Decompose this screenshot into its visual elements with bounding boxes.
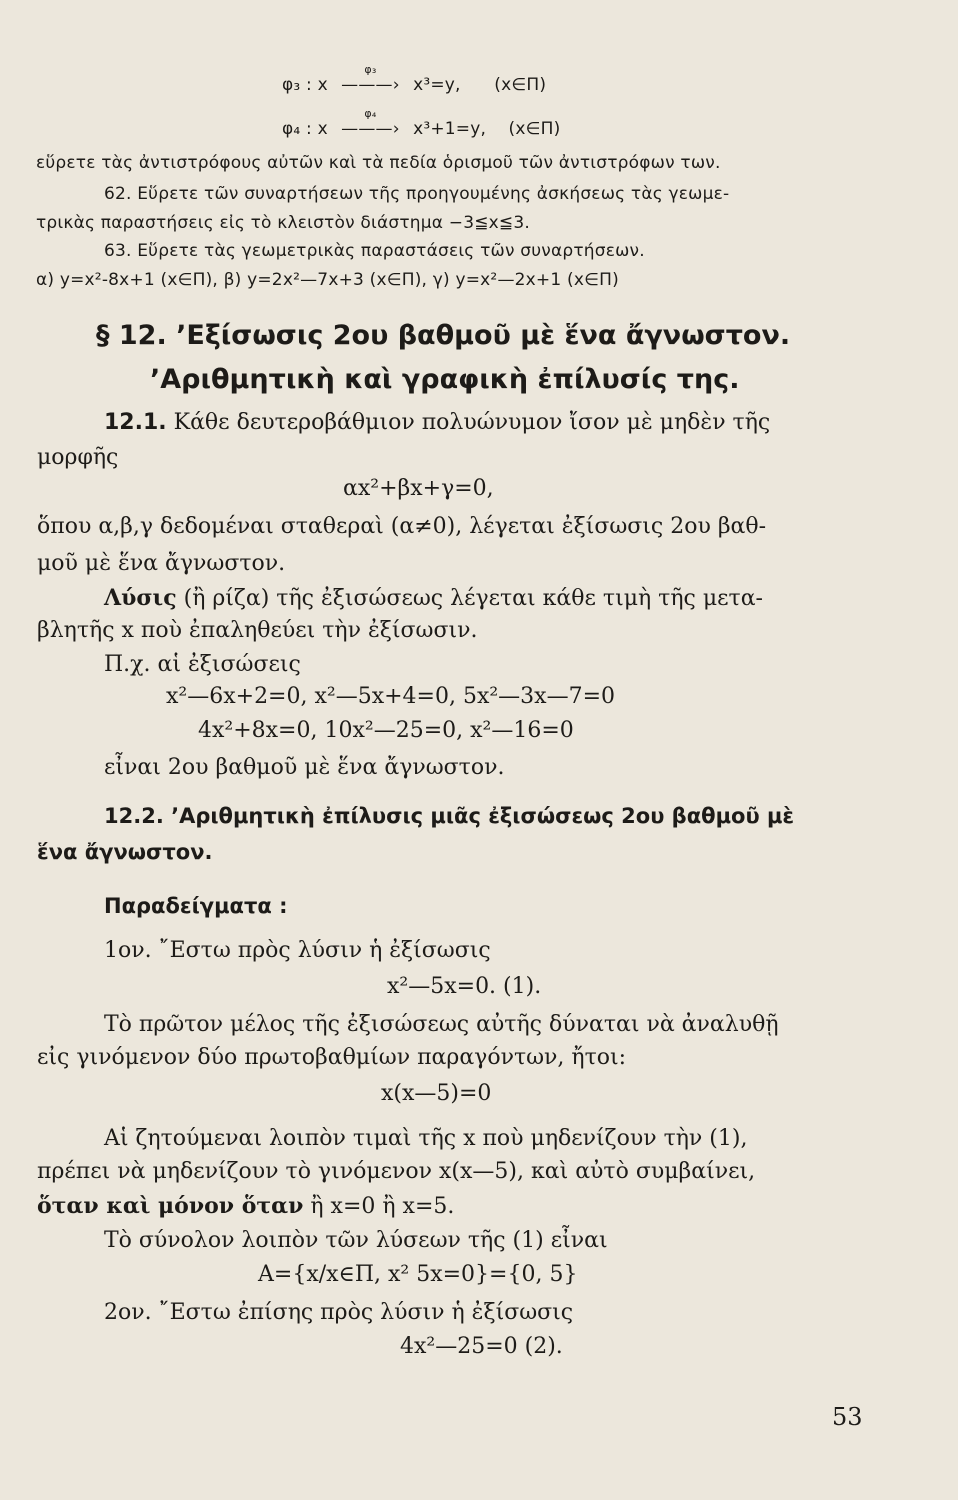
- general-equation: αx²+βx+γ=0,: [343, 476, 494, 501]
- examples-heading: Παραδείγματα :: [104, 894, 288, 918]
- section-title: § 12. ʼΕξίσωσις 2ου βαθμοῦ μὲ ἕνα ἄγνωστον.: [96, 320, 791, 351]
- text-line: Π.χ. αἱ ἐξισώσεις: [104, 652, 301, 677]
- exercise-62: 62. Εὕρετε τῶν συναρτήσεων τῆς προηγουμένης ἀσκήσεως τὰς γεωμε-: [104, 184, 730, 204]
- text-line: πρέπει νὰ μηδενίζουν τὸ γινόμενον x(x—5), καὶ αὐτὸ συμβαίνει,: [37, 1159, 756, 1184]
- text-line: ὅπου α,β,γ δεδομέναι σταθεραὶ (α≠0), λέγεται ἐξίσωσις 2ου βαθ-: [37, 514, 767, 539]
- function-phi4: φ₄ : x φ₄ ———› x³+1=y, (x∈Π): [282, 107, 561, 139]
- section-subtitle: ʼΑριθμητικὴ καὶ γραφικὴ ἐπίλυσίς της.: [150, 364, 740, 395]
- text-line: 1ον. ῎Εστω πρὸς λύσιν ἡ ἐξίσωσις: [104, 938, 491, 963]
- phi4-label: φ₄ :: [282, 119, 312, 139]
- equation-1: x²—5x=0. (1).: [387, 974, 542, 999]
- solution-set: A={x/x∈Π, x² 5x=0}={0, 5}: [258, 1262, 578, 1287]
- text-line: βλητῆς x ποὺ ἐπαληθεύει τὴν ἐξίσωσιν.: [37, 618, 478, 643]
- function-phi3: φ₃ : x φ₃ ———› x³=y, (x∈Π): [282, 63, 547, 95]
- text-line: εἰς γινόμενον δύο πρωτοβαθμίων παραγόντων, ἤτοι:: [37, 1045, 627, 1070]
- paragraph-12-1: 12.1. Κάθε δευτεροβάθμιον πολυώνυμον ἴσον μὲ μηδὲν τῆς: [104, 410, 771, 435]
- phi3-label: φ₃ :: [282, 75, 312, 95]
- text-line: μοῦ μὲ ἕνα ἄγνωστον.: [37, 551, 286, 576]
- text-line: Τὸ σύνολον λοιπὸν τῶν λύσεων τῆς (1) εἶναι: [104, 1228, 608, 1253]
- mapping-arrow: φ₄ ———›: [341, 107, 400, 139]
- text-line: Τὸ πρῶτον μέλος τῆς ἐξισώσεως αὐτῆς δύναται νὰ ἀναλυθῇ: [104, 1012, 779, 1037]
- example-equations-1: x²—6x+2=0, x²—5x+4=0, 5x²—3x—7=0: [166, 684, 616, 709]
- subsection-12-2-cont: ἕνα ἄγνωστον.: [37, 840, 213, 864]
- exercise-61-tail: εὕρετε τὰς ἀντιστρόφους αὐτῶν καὶ τὰ πεδία ὁρισμοῦ τῶν ἀντιστρόφων των.: [36, 153, 721, 173]
- exercise-63-items: α) y=x²-8x+1 (x∈Π), β) y=2x²—7x+3 (x∈Π), γ) y=x²—2x+1 (x∈Π): [36, 270, 619, 290]
- exercise-63: 63. Εὕρετε τὰς γεωμετρικὰς παραστάσεις τῶν συναρτήσεων.: [104, 241, 645, 261]
- subsection-12-2: 12.2. ʼΑριθμητικὴ ἐπίλυσις μιᾶς ἐξισώσεως 2ου βαθμοῦ μὲ: [104, 804, 795, 828]
- mapping-arrow: φ₃ ———›: [341, 63, 400, 95]
- definition-solution: Λύσις (ἢ ρίζα) τῆς ἐξισώσεως λέγεται κάθε τιμὴ τῆς μετα-: [104, 585, 763, 611]
- equation-2: 4x²—25=0 (2).: [400, 1334, 563, 1359]
- text-line: ὅταν καὶ μόνον ὅταν ἢ x=0 ἢ x=5.: [37, 1193, 455, 1219]
- page-number: 53: [832, 1403, 863, 1431]
- factored-equation: x(x—5)=0: [381, 1081, 492, 1106]
- example-equations-2: 4x²+8x=0, 10x²—25=0, x²—16=0: [198, 718, 574, 743]
- exercise-62-cont: τρικὰς παραστήσεις εἰς τὸ κλειστὸν διάστημα −3≦x≦3.: [36, 213, 530, 233]
- text-line: Αἱ ζητούμεναι λοιπὸν τιμαὶ τῆς x ποὺ μηδενίζουν τὴν (1),: [104, 1126, 748, 1151]
- text-line: εἶναι 2ου βαθμοῦ μὲ ἕνα ἄγνωστον.: [104, 755, 505, 780]
- text-line: μορφῆς: [37, 445, 119, 470]
- text-line: 2ον. ῎Εστω ἐπίσης πρὸς λύσιν ἡ ἐξίσωσις: [104, 1300, 574, 1325]
